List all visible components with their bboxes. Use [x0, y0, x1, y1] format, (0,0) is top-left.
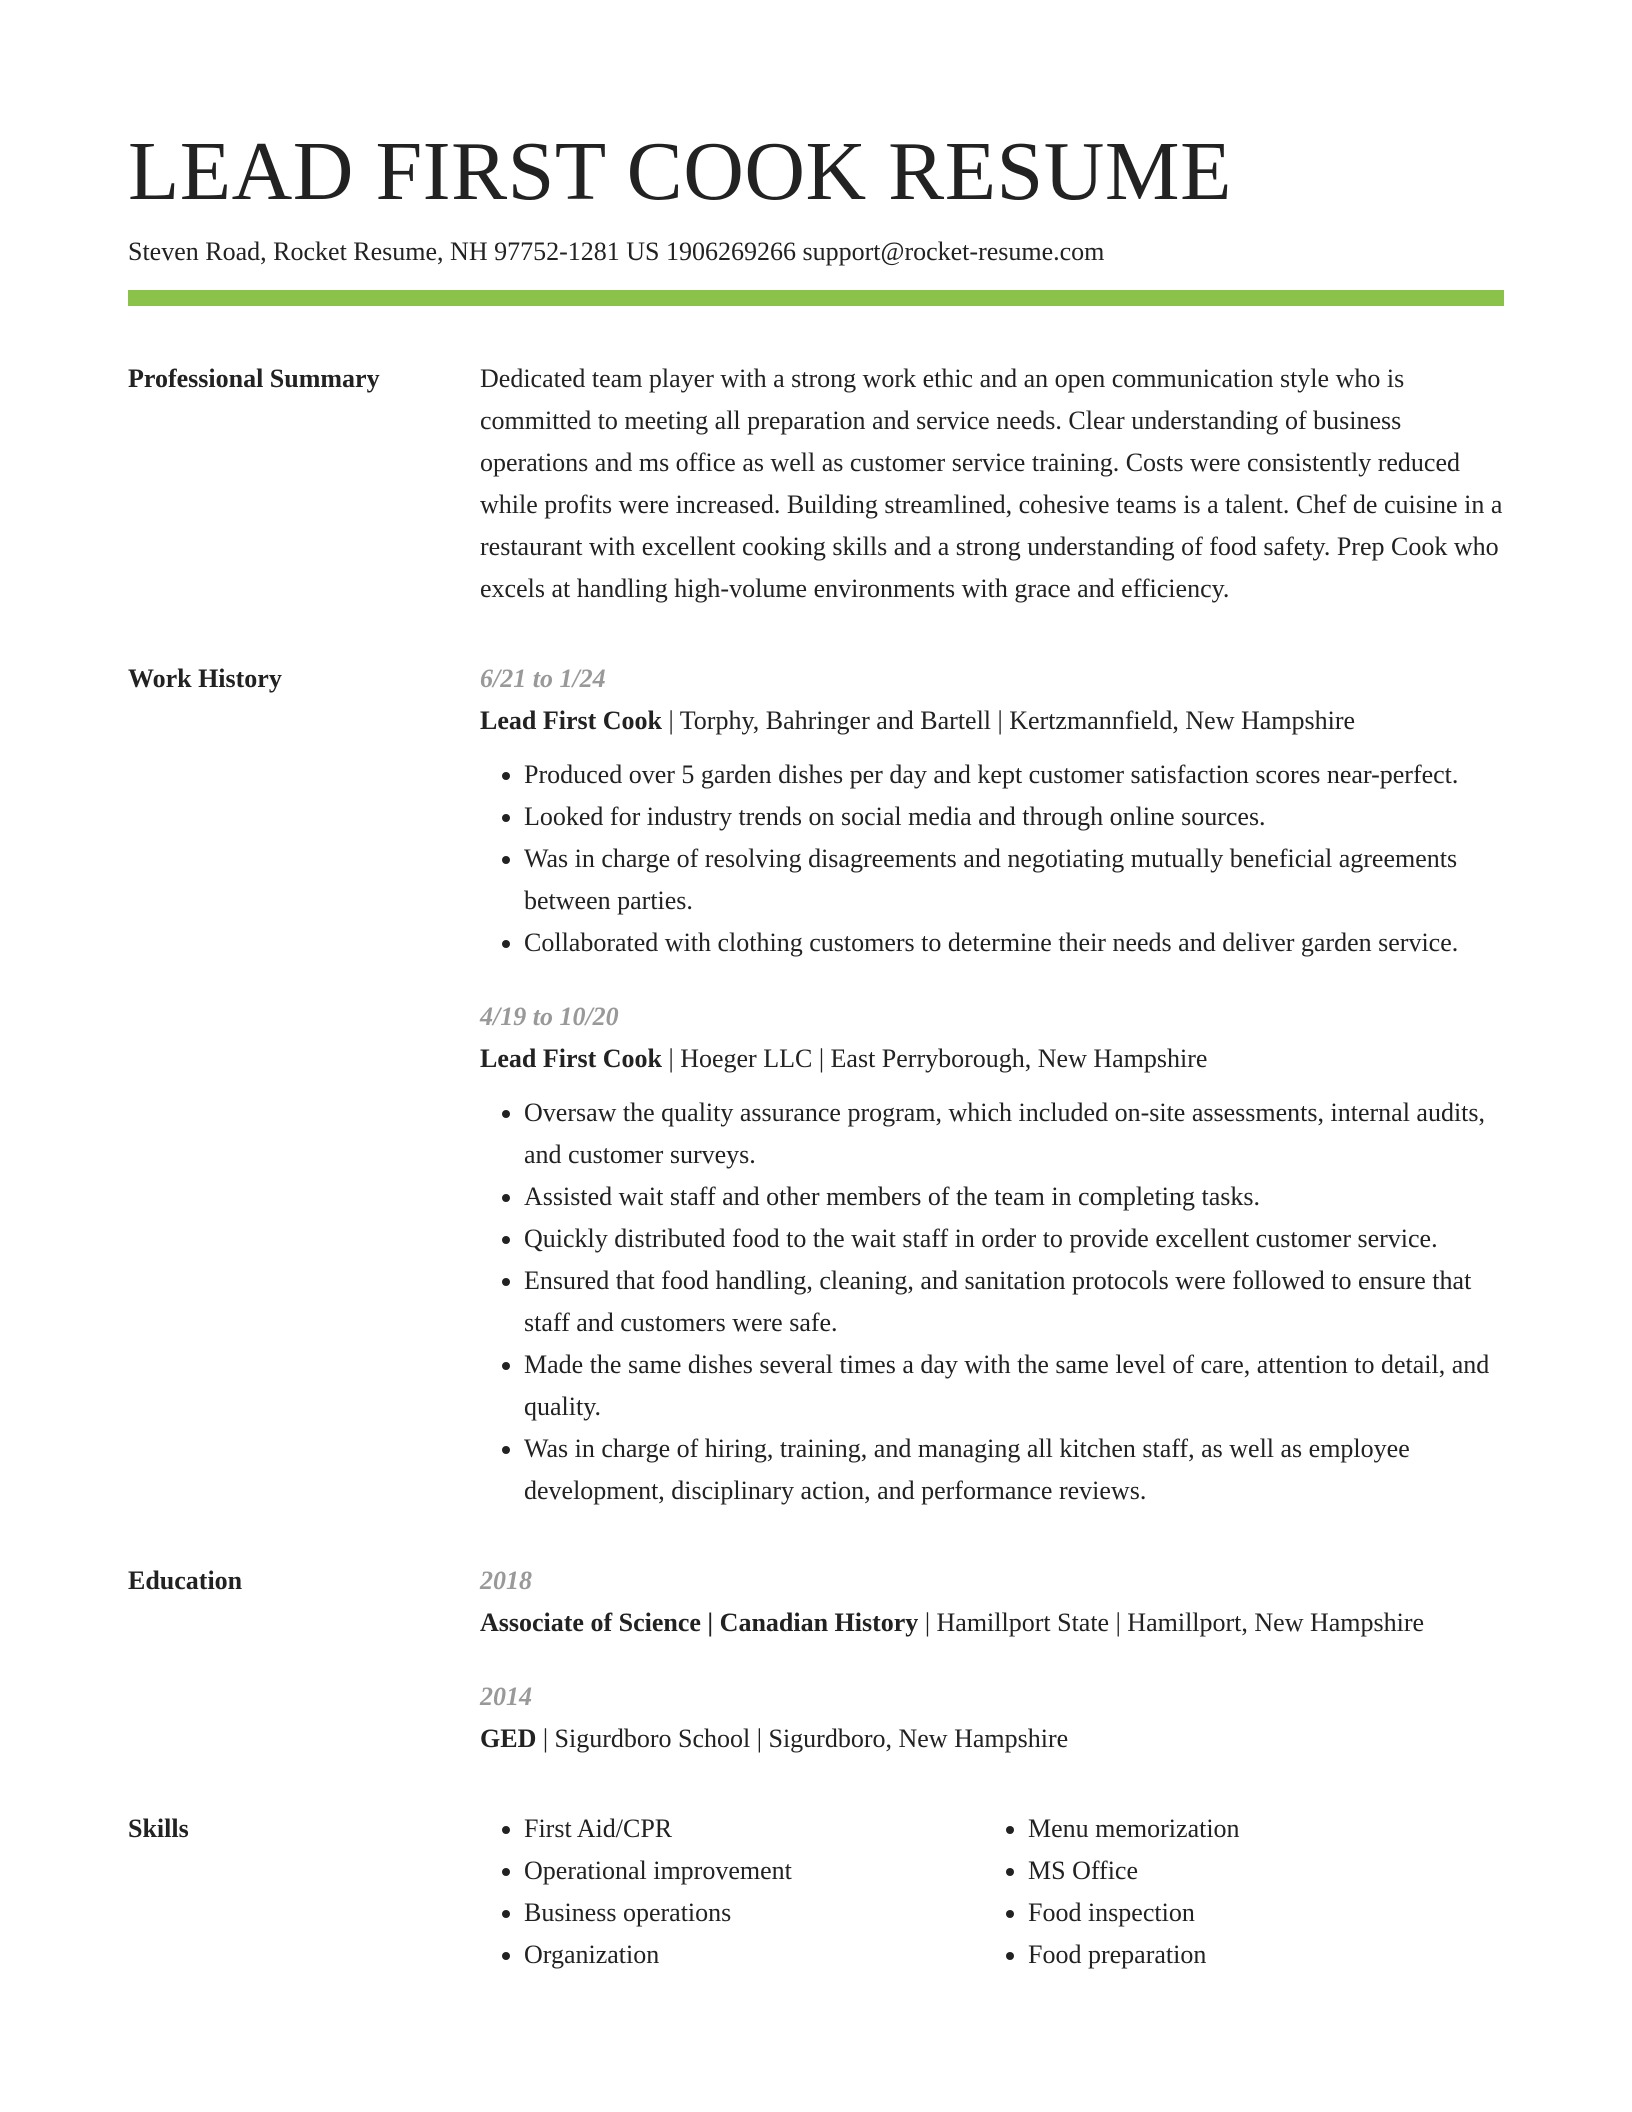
job-details: | Torphy, Bahringer and Bartell | Kertzmannfield, New Hampshire [662, 706, 1356, 735]
school-details: | Hamillport State | Hamillport, New Hampshire [918, 1608, 1425, 1637]
skill-item: • Business operations [524, 1892, 984, 1934]
list-item: • Made the same dishes several times a day with the same level of care, attention to detail, and quality. [524, 1344, 1504, 1428]
skill-item: • First Aid/CPR [524, 1808, 984, 1850]
job-title: Lead First Cook [480, 706, 662, 735]
job-entry [480, 996, 1504, 1512]
list-item: • Ensured that food handling, cleaning, and sanitation protocols were followed to ensure that staff and customers were safe. [524, 1260, 1504, 1344]
education-heading [480, 1602, 1504, 1644]
education-year: 2014 [480, 1682, 532, 1711]
degree: Associate of Science | Canadian History [480, 1608, 919, 1637]
degree: GED [480, 1724, 537, 1753]
skill-item: • MS Office [1028, 1850, 1488, 1892]
job-bullets [480, 754, 1504, 964]
education-entry [480, 1560, 1504, 1644]
summary-text: Dedicated team player with a strong work ethic and an open communication style who is committed to meeting all preparation and service needs. Clear understanding of business operations and ms office as well as customer service training. Costs were consistently reduced while profits were increased. Building streamlined, cohesive teams is a talent. Chef de cuisine in a restaurant with excellent cooking skills and a strong understanding of food safety. Prep Cook who excels at handling high-volume environments with grace and efficiency. [480, 364, 1503, 603]
education-year: 2018 [480, 1566, 532, 1595]
list-item: • Oversaw the quality assurance program, which included on-site assessments, internal audits, and customer surveys. [524, 1092, 1504, 1176]
summary-section [128, 358, 1504, 610]
skills-list-right [984, 1808, 1488, 1976]
education-entry [480, 1676, 1504, 1760]
list-item: • Looked for industry trends on social media and through online sources. [524, 796, 1504, 838]
job-dates: 6/21 to 1/24 [480, 664, 606, 693]
job-details: | Hoeger LLC | East Perryborough, New Hampshire [662, 1044, 1208, 1073]
job-dates: 4/19 to 10/20 [480, 1002, 619, 1031]
skills-list-left [480, 1808, 984, 1976]
section-heading: Professional Summary [128, 364, 380, 393]
section-heading: Education [128, 1566, 243, 1595]
list-item: • Was in charge of resolving disagreements and negotiating mutually beneficial agreements between parties. [524, 838, 1504, 922]
job-heading [480, 700, 1504, 742]
resume-title: LEAD FIRST COOK RESUME [128, 125, 1232, 218]
section-heading: Skills [128, 1814, 189, 1843]
skill-item: • Food inspection [1028, 1892, 1488, 1934]
job-heading [480, 1038, 1504, 1080]
list-item: • Collaborated with clothing customers to determine their needs and deliver garden service. [524, 922, 1504, 964]
list-item: • Quickly distributed food to the wait staff in order to provide excellent customer service. [524, 1218, 1504, 1260]
resume-page [128, 120, 1504, 1976]
header-divider [128, 290, 1504, 306]
job-entry [480, 658, 1504, 964]
list-item: • Was in charge of hiring, training, and managing all kitchen staff, as well as employee development, disciplinary action, and performance reviews. [524, 1428, 1504, 1512]
contact-info: Steven Road, Rocket Resume, NH 97752-1281 US 1906269266 support@rocket-resume.com [128, 237, 1105, 266]
skill-item: • Menu memorization [1028, 1808, 1488, 1850]
job-bullets [480, 1092, 1504, 1512]
skill-item: • Operational improvement [524, 1850, 984, 1892]
skills-section [128, 1808, 1504, 1976]
skills-grid [480, 1808, 1504, 1976]
education-section [128, 1560, 1504, 1760]
list-item: • Produced over 5 garden dishes per day and kept customer satisfaction scores near-perfect. [524, 754, 1504, 796]
skill-item: • Food preparation [1028, 1934, 1488, 1976]
education-heading [480, 1718, 1504, 1760]
work-history-section [128, 658, 1504, 1512]
section-heading: Work History [128, 664, 282, 693]
job-title: Lead First Cook [480, 1044, 662, 1073]
skill-item: • Organization [524, 1934, 984, 1976]
school-details: | Sigurdboro School | Sigurdboro, New Hampshire [536, 1724, 1069, 1753]
list-item: • Assisted wait staff and other members of the team in completing tasks. [524, 1176, 1504, 1218]
